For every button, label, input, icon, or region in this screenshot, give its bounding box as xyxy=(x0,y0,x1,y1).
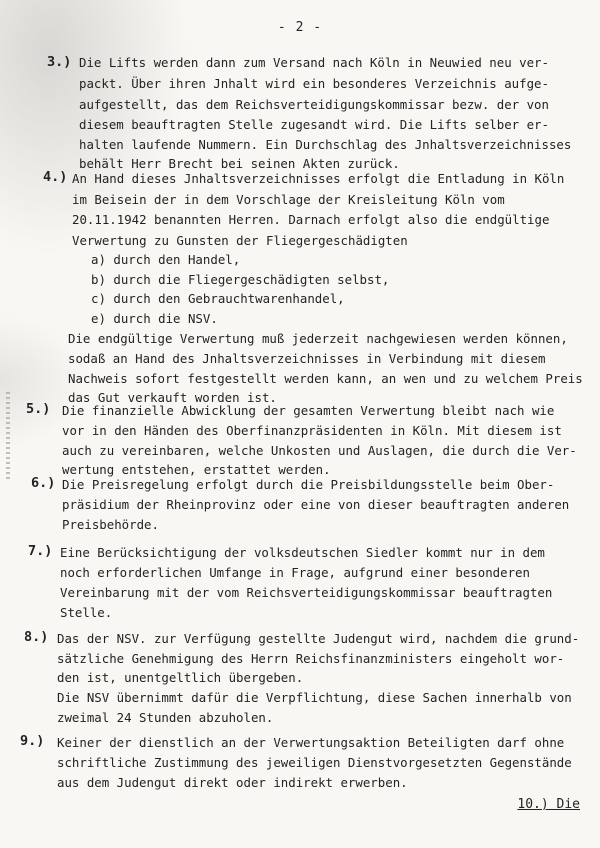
text-line: aus dem Judengut direkt oder indirekt erwerben. xyxy=(57,775,408,790)
list-item: b) durch die Fliegergeschädigten selbst, xyxy=(91,272,390,287)
section-number: 9.) xyxy=(20,733,45,749)
text-line: An Hand dieses Jnhaltsverzeichnisses erfolgt die Entladung in Köln xyxy=(72,171,565,186)
text-line: Preisbehörde. xyxy=(62,517,159,532)
section-number: 8.) xyxy=(24,629,49,645)
text-line: packt. Über ihren Jnhalt wird ein besonderes Verzeichnis aufge- xyxy=(79,76,549,91)
text-line: schriftliche Zustimmung des jeweiligen Dienstvorgesetzten Gegenstände xyxy=(57,755,572,770)
section-number: 7.) xyxy=(28,543,53,559)
section-number: 5.) xyxy=(26,401,51,417)
text-line: Das der NSV. zur Verfügung gestellte Judengut wird, nachdem die grund- xyxy=(57,631,580,646)
text-line: sodaß an Hand des Jnhaltsverzeichnisses in Verbindung mit diesem xyxy=(68,351,546,366)
text-line: auch zu vereinbaren, welche Unkosten und Auslagen, die durch die Ver- xyxy=(62,443,577,458)
text-line: behält Herr Brecht bei seinen Akten zurück. xyxy=(79,156,400,171)
text-line: präsidium der Rheinprovinz oder eine von dieser beauftragten anderen xyxy=(62,497,570,512)
text-line: zweimal 24 Stunden abzuholen. xyxy=(57,710,274,725)
text-line: Stelle. xyxy=(60,605,113,620)
list-item: e) durch die NSV. xyxy=(91,311,218,326)
text-line: Verwertung zu Gunsten der Fliegergeschädigten xyxy=(72,233,408,248)
list-item: a) durch den Handel, xyxy=(91,252,241,267)
text-line: noch erforderlichen Umfange in Frage, aufgrund einer besonderen xyxy=(60,565,530,580)
text-line: Die Preisregelung erfolgt durch die Preisbildungsstelle beim Ober- xyxy=(62,477,555,492)
text-line: Eine Berücksichtigung der volksdeutschen Siedler kommt nur in dem xyxy=(60,545,545,560)
text-line: diesem beauftragten Stelle zugesandt wird. Die Lifts selber er- xyxy=(79,117,549,132)
text-line: Nachweis sofort festgestellt werden kann, an wen und zu welchem Preis xyxy=(68,371,583,386)
text-line: Die finanzielle Abwicklung der gesamten Verwertung bleibt nach wie xyxy=(62,403,555,418)
text-line: 20.11.1942 benannten Herren. Darnach erfolgt also die endgültige xyxy=(72,212,550,227)
text-line: wertung entstehen, erstattet werden. xyxy=(62,462,331,477)
text-line: Vereinbarung mit der vom Reichsverteidigungskommissar beauftragten xyxy=(60,585,553,600)
text-line: vor in den Händen des Oberfinanzpräsidenten in Köln. Mit diesem ist xyxy=(62,423,562,438)
margin-scan-mark xyxy=(6,392,10,482)
text-line: das Gut verkauft worden ist. xyxy=(68,390,277,405)
text-line: Die Lifts werden dann zum Versand nach Köln in Neuwied neu ver- xyxy=(79,55,549,70)
text-line: halten laufende Nummern. Ein Durchschlag des Jnhaltsverzeichnisses xyxy=(79,137,572,152)
list-item: c) durch den Gebrauchtwarenhandel, xyxy=(91,291,345,306)
text-line: im Beisein der in dem Vorschlage der Kreisleitung Köln vom xyxy=(72,192,505,207)
text-line: Die NSV übernimmt dafür die Verpflichtung, diese Sachen innerhalb von xyxy=(57,690,572,705)
text-line: sätzliche Genehmigung des Herrn Reichsfinanzministers eingeholt wor- xyxy=(57,651,565,666)
section-number: 4.) xyxy=(43,169,68,185)
section-number: 6.) xyxy=(31,475,56,491)
text-line: Die endgültige Verwertung muß jederzeit nachgewiesen werden können, xyxy=(68,331,568,346)
text-line: Keiner der dienstlich an der Verwertungsaktion Beteiligten darf ohne xyxy=(57,735,565,750)
section-number: 3.) xyxy=(47,54,72,70)
text-line: den ist, unentgeltlich übergeben. xyxy=(57,670,304,685)
text-line: aufgestellt, das dem Reichsverteidigungskommissar bezw. der von xyxy=(79,97,549,112)
page-number: - 2 - xyxy=(277,20,323,35)
catchword: 10.) Die xyxy=(517,797,580,812)
